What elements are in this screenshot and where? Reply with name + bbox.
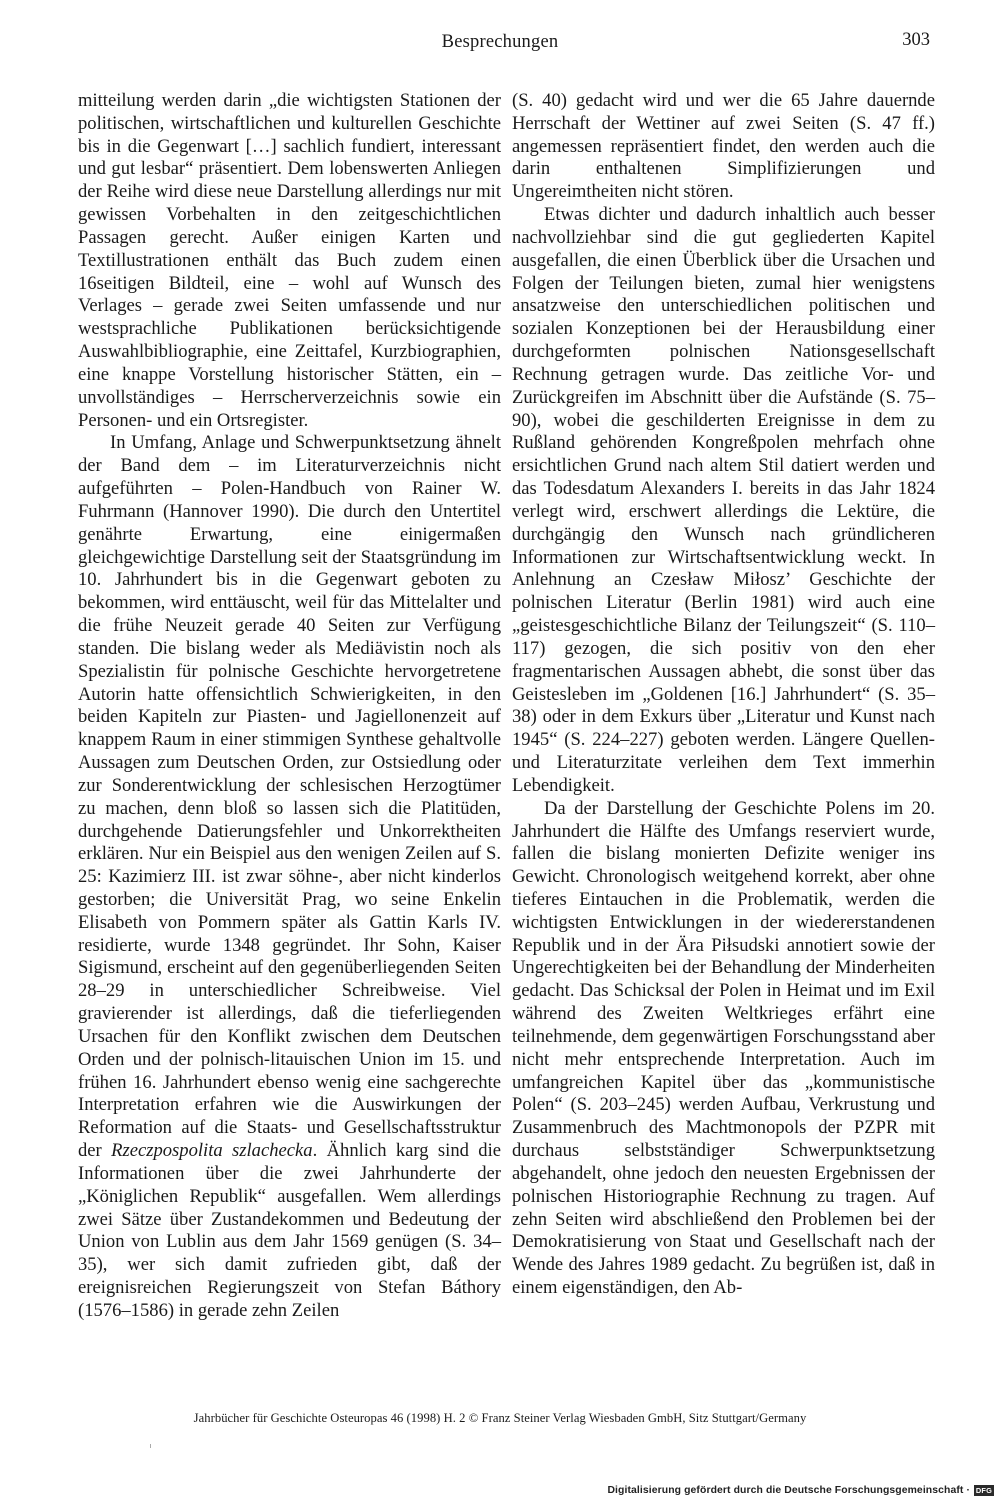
text-run: In Umfang, Anlage und Schwerpunktsetzung ähnelt der Band dem – im Literaturverzeichnis nicht aufgeführten – Polen-Handbuch von Rainer W. Fuhrmann (Hannover 1990). Die durch den Untertitel genährte Erwartung, eine einigermaßen gleichgewichtige Darstellung seit der Staatsgründung im 10. Jahrhundert bis in die Gegenwart geboten zu bekommen, wird enttäuscht, weil für das Mittelalter und die frühe Neuzeit gerade 40 Seiten zur Verfügung standen. Die bislang weder als Mediävistin noch als Spezialistin für polnische Geschichte hervorgetretene Autorin hatte offensichtlich Schwierigkeiten, in den beiden Kapiteln zur Piasten- und Jagiellonenzeit auf knappem Raum in einer stimmigen Synthese gehaltvolle Aussagen zum Deutschen Orden, zur Ostsiedlung oder zur Sonderentwicklung der schlesischen Herzogtümer zu machen, denn bloß so lassen sich die Platitüden, durchgehende Datierungsfehler und Unkorrektheiten erklären. Nur ein Beispiel aus den wenigen Zeilen auf S. 25: Kazimierz III. ist zwar söhne-, aber nicht kinderlos gestorben; die Universität Prag, wo seine Enkelin Elisabeth von Pommern später als Gattin Karls IV. residierte, wurde 1348 gegründet. Ihr Sohn, Kaiser Sigismund, erscheint auf den gegenüberliegenden Seiten 28–29 in unterschiedlicher Schreibweise. Viel gravierender ist allerdings, daß die tieferliegenden Ursachen für den Konflikt zwischen dem Deutschen Orden und der polnisch-litauischen Union im 15. und frühen 16. Jahrhundert ebenso wenig eine sachgerechte Interpretation erfahren wie die Auswirkungen der Reformation auf die Staats- und Gesellschaftsstruktur der (78, 432, 501, 1162)
running-title: Besprechungen (441, 32, 559, 52)
footer-citation: Jahrbücher für Geschichte Osteuropas 46 (1998) H. 2 © Franz Steiner Verlag Wiesbaden GmbH, Sitz Stuttgart/Germany (193, 1411, 807, 1425)
paragraph (512, 204, 935, 798)
left-column (78, 90, 501, 1323)
italic-run: Rzeczpospolita szlachecka (111, 1140, 313, 1162)
text-run: Da der Darstellung der Geschichte Polens im 20. Jahrhundert die Hälfte des Umfangs reserviert wurde, fallen die bislang monierten Defizite weniger ins Gewicht. Chronologisch weitgehend korrekt, aber ohne tieferes Eintauchen in die Problematik, werden die wichtigsten Entwicklungen in der wiedererstandenen Republik und in der Ära Piłsudski annotiert sowie der Ungerechtigkeiten bei der Behandlung der Minderheiten gedacht. Das Schicksal der Polen in Heimat und im Exil während des Zweiten Weltkrieges erfährt eine teilnehmende, dem gegenwärtigen Forschungsstand aber nicht mehr entsprechende Interpretation. Auch im umfangreichen Kapitel über das „kommunistische Polen“ (S. 203–245) werden Aufbau, Verkrustung und Zusammenbruch des Machtmonopols der PZPR mit durchaus selbstständiger Schwerpunktsetzung abgehandelt, ohne jedoch den neuesten Ergebnissen der polnischen Historiographie Rechnung zu tragen. Auf zehn Seiten wird abschließend den Problemen bei der Demokratisierung von Staat und Gesellschaft nach der Wende des Jahres 1989 gedacht. Zu begrüßen ist, daß in einem eigenständigen, den Ab- (512, 797, 935, 1299)
text-run: (S. 40) gedacht wird und wer die 65 Jahre dauernde Herrschaft der Wettiner auf zwei Seiten (S. 47 ff.) angemessen repräsentiert findet, den werden auch die darin enthaltenen Simplifizierungen und Ungereimtheiten nicht stören. (512, 90, 935, 203)
digitization-notice-text: Digitalisierung gefördert durch die Deutsche Forschungsgemeinschaft · (607, 1485, 970, 1496)
paragraph (78, 432, 501, 1322)
page-number: 303 (902, 30, 930, 50)
text-run: . Ähnlich karg sind die Informationen über die zwei Jahrhunderte der „Königlichen Republik“ ausgefallen. Wem allerdings zwei Sätze über Zustandekommen und Bedeutung der Union von Lublin aus dem Jahr 1569 genügen (S. 34–35), wer sich damit zufrieden gibt, daß der ereignisreichen Regierungszeit von Stefan Báthory (1576–1586) in gerade zehn Zeilen (78, 1140, 502, 1321)
paragraph (512, 798, 935, 1300)
paragraph (512, 90, 935, 204)
running-head (0, 32, 1000, 58)
text-run: mitteilung werden darin „die wichtigsten Stationen der politischen, wirtschaftlichen und kulturellen Geschichte bis in die Gegenwart […] sachlich fundiert, interessant und gut lesbar“ präsentiert. Dem lobenswerten Anliegen der Reihe wird diese neue Darstellung allerdings nur mit gewissen Vorbehalten in den zeitgeschichtlichen Passagen gerecht. Außer einigen Karten und Textillustrationen enthält das Buch zudem einen 16seitigen Bildteil, eine – wohl auf Wunsch des Verlages – gerade zwei Seiten umfassende und nur westsprachliche Publikationen berücksichtigende Auswahlbibliographie, eine Zeittafel, Kurzbiographien, eine knappe Vorstellung historischer Stätten, ein – unvollständiges – Herrscherverzeichnis sowie ein Personen- und ein Ortsregister. (78, 90, 501, 431)
dfg-logo-icon: DFG (975, 1486, 993, 1495)
right-column (512, 90, 935, 1300)
paragraph (78, 90, 501, 432)
scan-mark (150, 1444, 151, 1448)
dfg-digitization-notice (607, 1485, 994, 1496)
text-run: Etwas dichter und dadurch inhaltlich auch besser nachvollziehbar sind die gut gegliederten Kapitel ausgefallen, die einen Überblick über die Ursachen und Folgen der Teilungen bieten, zumal hier wenigstens ansatzweise den unterschiedlichen politischen und sozialen Konzeptionen bei der Herausbildung einer durchgeformten polnischen Nationsgesellschaft Rechnung getragen wurde. Das zeitliche Vor- und Zurückgreifen im Abschnitt über die Aufstände (S. 75–90), wobei die geschilderten Ereignisse in dem zu Rußland gehörenden Kongreßpolen mehrfach ohne ersichtlichen Grund nach altem Stil datiert werden und das Todesdatum Alexanders I. bereits in das Jahr 1824 verlegt wird, erschwert allerdings die Lektüre, die durchgängig den Wunsch nach gründlicheren Informationen zur Wirtschaftsentwicklung weckt. In Anlehnung an Czesław Miłosz’ Geschichte der polnischen Literatur (Berlin 1981) wird auch eine „geistesgeschichtliche Bilanz der Teilungszeit“ (S. 110–117) gezogen, die sich positiv von den eher fragmentarischen Aussagen abhebt, die sonst über das Geistesleben im „Goldenen [16.] Jahrhundert“ (S. 35–38) oder in dem Exkurs über „Literatur und Kunst nach 1945“ (S. 224–227) geboten werden. Längere Quellen- und Literaturzitate verleihen dem Text immerhin Lebendigkeit. (512, 204, 935, 796)
